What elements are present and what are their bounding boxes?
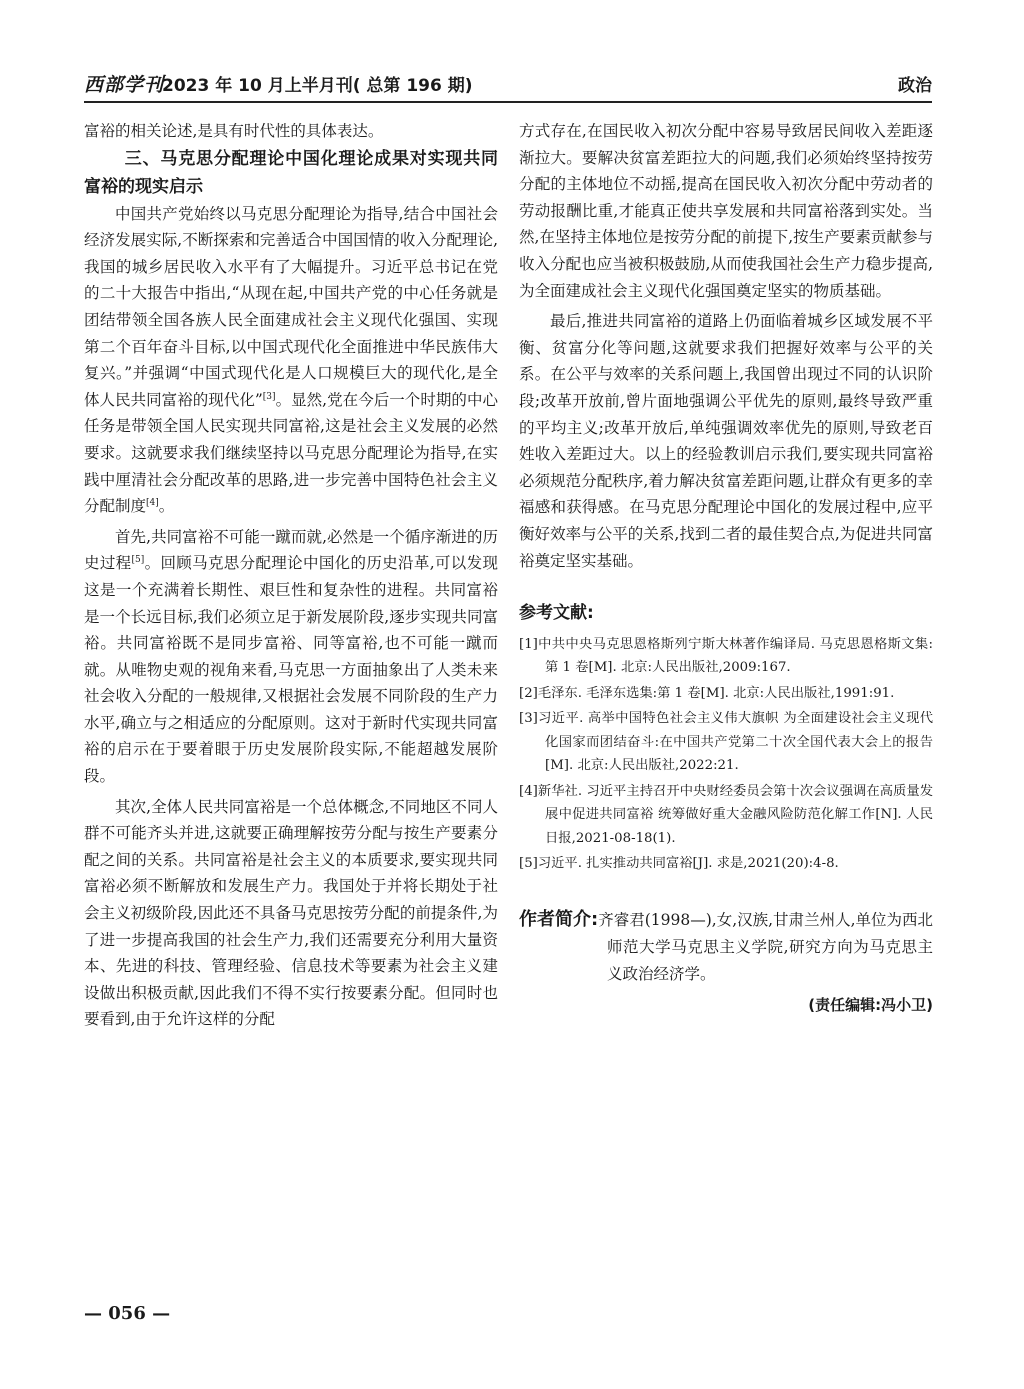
reference-item: [4]新华社. 习近平主持召开中央财经委员会第十次会议强调在高质量发展中促进共同富裕 统筹做好重大金融风险防范化解工作[N]. 人民日报,2021-08-18(1). bbox=[519, 783, 933, 846]
citation: [3] bbox=[262, 391, 276, 402]
paragraph-continued: 方式存在,在国民收入初次分配中容易导致居民间收入差距逐渐拉大。要解决贫富差距拉大的问题,我们必须始终坚持按劳分配的主体地位不动摇,提高在国民收入初次分配中劳动者的劳动报酬比重,才能真正使共享发展和共同富裕落到实处。当然,在坚持主体地位是按劳分配的前提下,按生产要素贡献参与收入分配也应当被积极鼓励,从而使我国社会生产力稳步提高,为全面建成社会主义现代化强国奠定坚实的物质基础。 bbox=[519, 122, 933, 300]
reference-item: [2]毛泽东. 毛泽东选集:第 1 卷[M]. 北京:人民出版社,1991:91. bbox=[519, 685, 895, 701]
references-title: 参考文献: bbox=[519, 603, 594, 624]
left-column bbox=[84, 118, 498, 1033]
author-label: 作者简介: bbox=[519, 908, 599, 930]
reference-list bbox=[519, 633, 933, 876]
paragraph-continued: 富裕的相关论述,是具有时代性的具体表达。 bbox=[84, 122, 384, 140]
paragraph-text: 首先,共同富裕不可能一蹴而就,必然是一个循序渐进的历史过程 bbox=[84, 527, 498, 573]
citation: [5] bbox=[131, 555, 145, 566]
header-rule bbox=[84, 101, 932, 103]
paragraph: 其次,全体人民共同富裕是一个总体概念,不同地区不同人群不可能齐头并进,这就要正确理解按劳分配与按生产要素分配之间的关系。共同富裕是社会主义的本质要求,要实现共同富裕必须不断解放和发展生产力。我国处于并将长期处于社会主义初级阶段,因此还不具备马克思按劳分配的前提条件,为了进一步提高我国的社会生产力,我们还需要充分利用大量资本、先进的科技、管理经验、信息技术等要素为社会主义建设做出积极贡献,因此我们不得不实行按要素分配。但同时也要看到,由于允许这样的分配 bbox=[84, 797, 498, 1029]
paragraph: 最后,推进共同富裕的道路上仍面临着城乡区域发展不平衡、贫富分化等问题,这就要求我们把握好效率与公平的关系。在公平与效率的关系问题上,我国曾出现过不同的认识阶段;改革开放前,曾片面地强调公平优先的原则,最终导致严重的平均主义;改革开放后,单纯强调效率优先的原则,导致老百姓收入差距过大。以上的经验教训启示我们,要实现共同富裕必须规范分配秩序,着力解决贫富差距问题,让群众有更多的幸福感和获得感。在马克思分配理论中国化的发展过程中,应平衡好效率与公平的关系,找到二者的最佳契合点,为促进共同富裕奠定坚实基础。 bbox=[519, 312, 933, 570]
section-name: 政治 bbox=[898, 76, 932, 96]
author-bio bbox=[519, 906, 933, 988]
citation: [4] bbox=[146, 497, 159, 508]
paragraph bbox=[84, 524, 498, 790]
paragraph-text: 中国共产党始终以马克思分配理论为指导,结合中国社会经济发展实际,不断探索和完善适合中国国情的收入分配理论,我国的城乡居民收入水平有了大幅提升。习近平总书记在党的二十大报告中指出,“从现在起,中国共产党的中心任务就是团结带领全国各族人民全面建成社会主义现代化强国、实现第二个百年奋斗目标,以中国式现代化全面推进中华民族伟大复兴。”并强调“中国式现代化是人口规模巨大的现代化,是全体人民共同富裕的现代化” bbox=[84, 204, 498, 409]
journal-logo: 西部学刊 bbox=[84, 74, 165, 96]
editor-note: (责任编辑:冯小卫) bbox=[808, 995, 933, 1014]
paragraph-text: 。 bbox=[158, 497, 175, 516]
page-header bbox=[84, 70, 932, 100]
reference-item: [3]习近平. 高举中国特色社会主义伟大旗帜 为全面建设社会主义现代化国家而团结奋斗:在中国共产党第二十次全国代表大会上的报告[M]. 北京:人民出版社,2022:21. bbox=[519, 711, 933, 774]
paragraph bbox=[84, 201, 498, 520]
reference-item: [5]习近平. 扎实推动共同富裕[J]. 求是,2021(20):4-8. bbox=[519, 856, 839, 872]
section-heading: 三、马克思分配理论中国化理论成果对实现共同富裕的现实启示 bbox=[84, 148, 498, 197]
paragraph-text: 。显然,党在今后一个时期的中心任务是带领全国人民实现共同富裕,这是社会主义发展的必然要求。这就要求我们继续坚持以马克思分配理论为指导,在实践中厘清社会分配改革的思路,进一步完善中国特色社会主义分配制度 bbox=[84, 390, 498, 516]
paragraph-text: 。回顾马克思分配理论中国化的历史沿革,可以发现这是一个充满着长期性、艰巨性和复杂性的进程。共同富裕是一个长远目标,我们必须立足于新发展阶段,逐步实现共同富裕。共同富裕既不是同步富裕、同等富裕,也不可能一蹴而就。从唯物史观的视角来看,马克思一方面抽象出了人类未来社会收入分配的一般规律,又根据社会发展不同阶段的生产力水平,确立与之相适应的分配原则。这对于新时代实现共同富裕的启示在于要着眼于历史发展阶段实际,不能超越发展阶段。 bbox=[84, 554, 498, 786]
issue-info: 2023 年 10 月上半月刊( 总第 196 期) bbox=[162, 76, 473, 96]
page-number: — 056 — bbox=[84, 1303, 171, 1324]
author-text: 齐睿君(1998—),女,汉族,甘肃兰州人,单位为西北师范大学马克思主义学院,研究方向为马克思主义政治经济学。 bbox=[598, 910, 934, 983]
reference-item: [1]中共中央马克思恩格斯列宁斯大林著作编译局. 马克思恩格斯文集:第 1 卷[M]. 北京:人民出版社,2009:167. bbox=[519, 636, 933, 676]
right-column bbox=[519, 118, 933, 1018]
